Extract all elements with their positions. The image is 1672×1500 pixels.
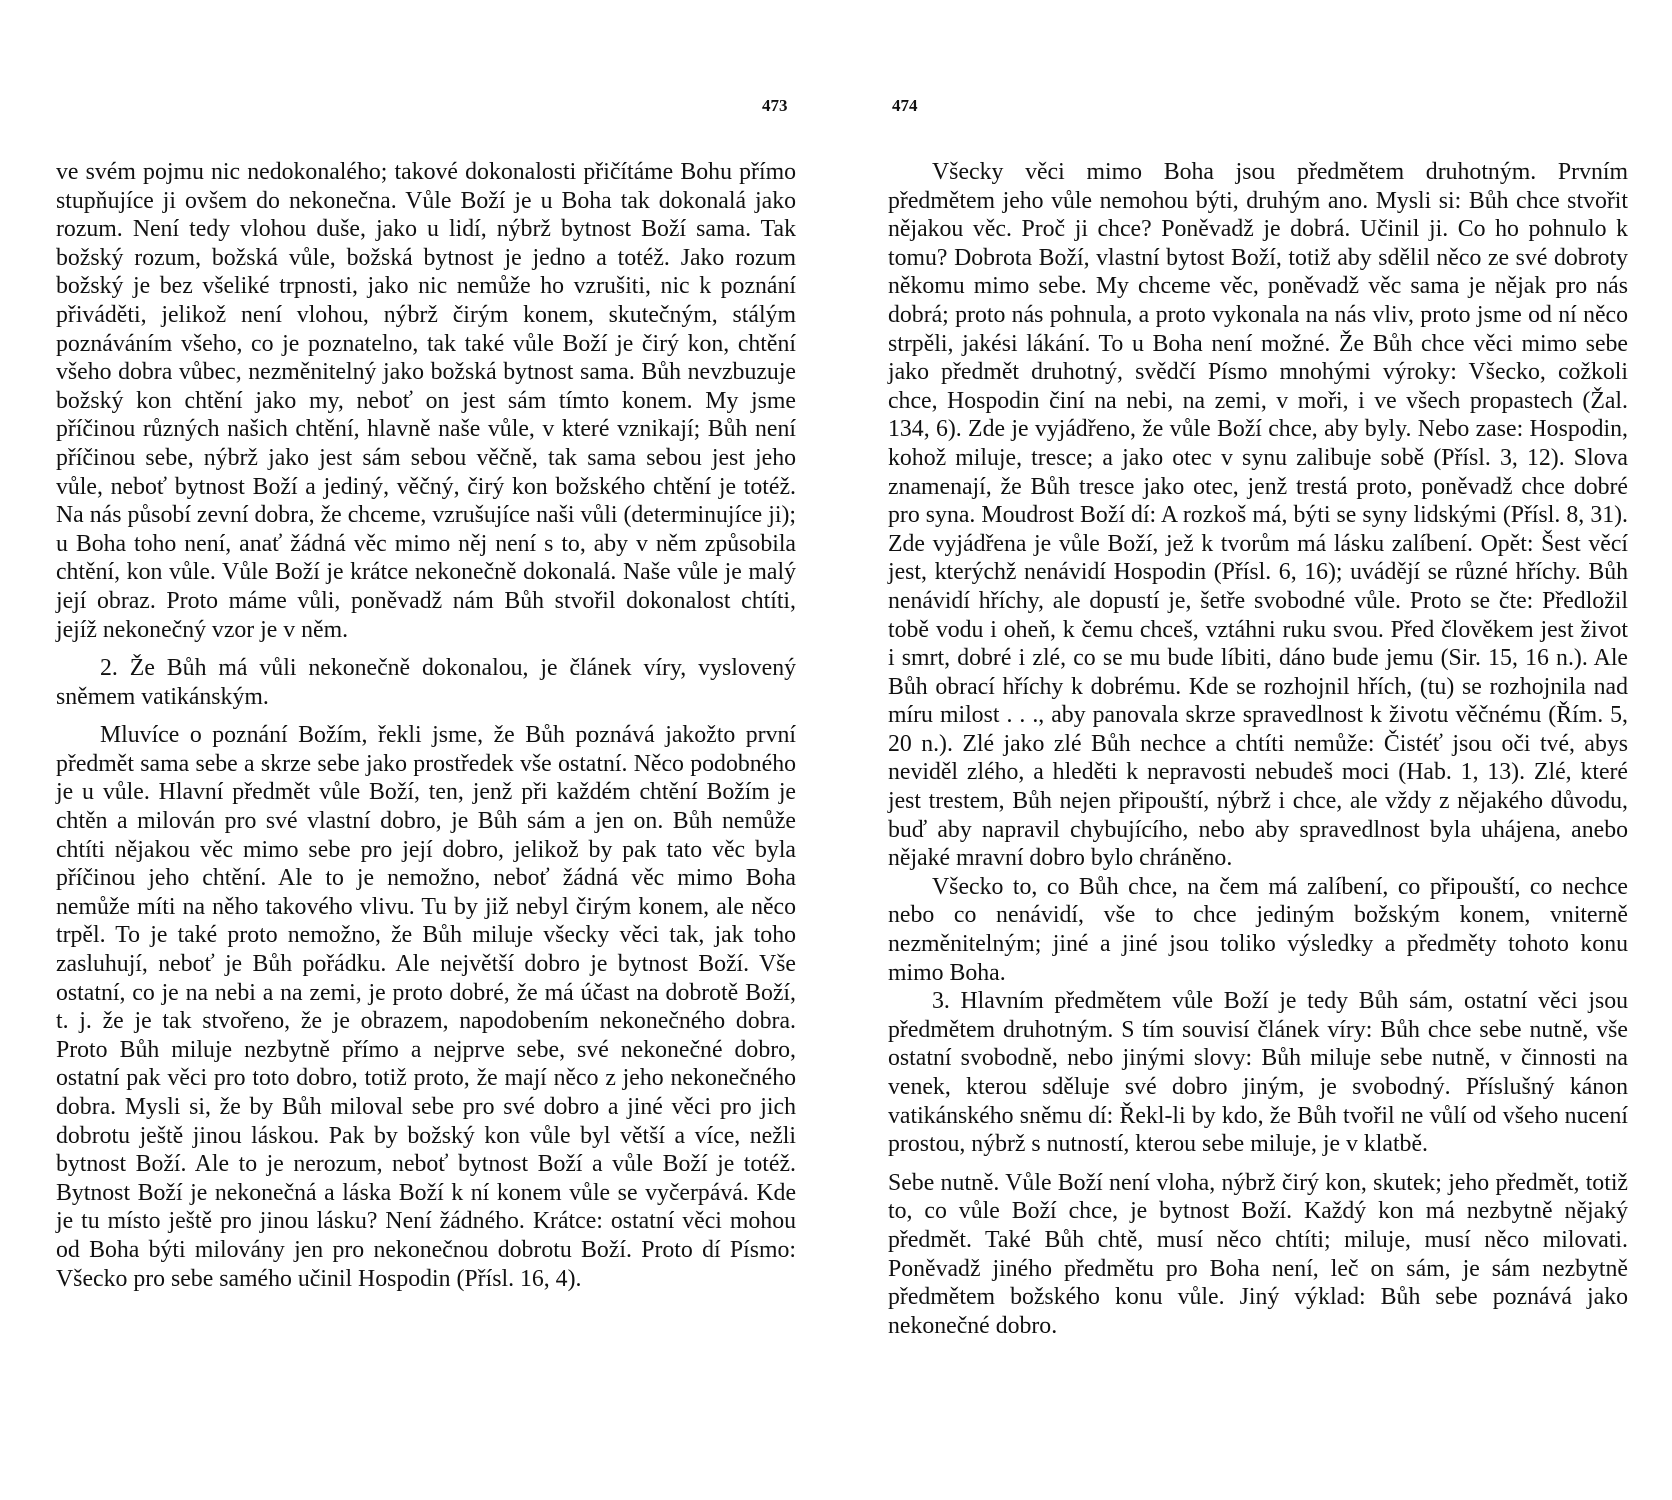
page-number: 474 bbox=[892, 96, 918, 115]
paragraph: ve svém pojmu nic nedokonalého; takové dokonalosti přičítáme Bohu přímo stupňujíce ji ovšem do nekonečna. Vůle Boží je u Boha tak dokonalá jako rozum. Není tedy vlohou duše, jako u lidí, nýbrž bytnost Boží sama. Tak božský rozum, božská vůle, božská bytnost je jedno a totéž. Jako rozum božský je bez všeliké trpnosti, jako nic nemůže ho vzrušiti, nic k poznání přiváděti, jelikož není vlohou, nýbrž čirým konem, skutečným, stálým poznáváním všeho, co je poznatelno, tak také vůle Boží je čirý kon, chtění všeho dobra vůbec, nezměnitelný jako božská bytnost sama. Bůh nevzbuzuje božský kon chtění jako my, neboť on jest sám tímto konem. My jsme příčinou různých našich chtění, hlavně naše vůle, v které vznikají; Bůh není příčinou sebe, nýbrž jako jest sám sebou věčně, tak sama sebou jest jeho vůle, neboť bytnost Boží a jediný, věčný, čirý kon božského chtění je totéž. Na nás působí zevní dobra, že chceme, vzrušujíce naši vůli (determinujíce ji); u Boha toho není, anať žádná věc mimo něj není s to, aby v něm způsobila chtění, kon vůle. Vůle Boží je krátce nekonečně dokonalá. Naše vůle je malý její obraz. Proto máme vůli, poněvadž nám Bůh stvořil dokonalost chtíti, jejíž nekonečný vzor je v něm. bbox=[56, 159, 796, 643]
page-text bbox=[888, 158, 1628, 1340]
paragraph: 2. Že Bůh má vůli nekonečně dokonalou, je článek víry, vyslovený sněmem vatikánským. bbox=[56, 655, 796, 710]
paragraph: Mluvíce o poznání Božím, řekli jsme, že Bůh poznává jakožto první předmět sama sebe a skrze sebe jako prostředek vše ostatní. Něco podobného je u vůle. Hlavní předmět vůle Boží, ten, jenž při každém chtění Božím je chtěn a milován pro své vlastní dobro, je Bůh sám a jen on. Bůh nemůže chtíti nějakou věc mimo sebe pro její dobro, jelikož by pak tato věc byla příčinou jeho chtění. Ale to je nemožno, neboť žádná věc mimo Boha nemůže míti na něho takového vlivu. Tu by již nebyl čirým konem, ale něco trpěl. To je také proto nemožno, že Bůh miluje všecky věci tak, jak toho zasluhují, neboť je Bůh pořádku. Ale největší dobro je bytnost Boží. Vše ostatní, co je na nebi a na zemi, je proto dobré, že má účast na dobrotě Boží, t. j. že je tak stvořeno, že je obrazem, napodobením nekonečného dobra. Proto Bůh miluje nezbytně přímo a nejprve sebe, své nekonečné dobro, ostatní pak věci pro toto dobro, totiž proto, že mají něco z jeho nekonečného dobra. Mysli si, že by Bůh miloval sebe pro své dobro a jiné věci pro jich dobrotu ještě jinou láskou. Pak by božský kon vůle byl větší a více, nežli bytnost Boží. Ale to je nerozum, neboť bytnost Boží a vůle Boží je totéž. Bytnost Boží je nekonečná a láska Boží k ní konem vůle se vyčerpává. Kde je tu místo ještě pro jinou lásku? Není žádného. Krátce: ostatní věci mohou od Boha býti milovány jen pro nekonečnou dobrotu Boží. Proto dí Písmo: Všecko pro sebe samého učinil Hospodin (Přísl. 16, 4). bbox=[56, 722, 796, 1292]
paragraph: Všecky věci mimo Boha jsou předmětem druhotným. Prvním předmětem jeho vůle nemohou býti, druhým ano. Mysli si: Bůh chce stvořit nějakou věc. Proč ji chce? Poněvadž je dobrá. Učinil ji. Co ho pohnulo k tomu? Dobrota Boží, vlastní bytost Boží, totiž aby sdělil něco ze své dobroty někomu mimo sebe. My chceme věc, poněvadž věc sama je nějak pro nás dobrá; proto nás pohnula, a proto vykonala na nás vliv, proto jsme od ní něco strpěli, jakési lákání. To u Boha není možné. Že Bůh chce věci mimo sebe jako předmět druhotný, svědčí Písmo mnohými výroky: Všecko, cožkoli chce, Hospodin činí na nebi, na zemi, v moři, i ve všech propastech (Žal. 134, 6). Zde je vyjádřeno, že vůle Boží chce, aby byly. Nebo zase: Hospodin, kohož miluje, tresce; a jako otec v synu zalibuje sobě (Přísl. 3, 12). Slova znamenají, že Bůh tresce jako otec, jenž trestá proto, poněvadž chce dobré pro syna. Moudrost Boží dí: A rozkoš má, býti se syny lidskými (Přísl. 8, 31). Zde vyjádřena je vůle Boží, jež k tvorům má lásku zalíbení. Opět: Šest věcí jest, kterýchž nenávidí Hospodin (Přísl. 6, 16); uvádějí se různé hříchy. Bůh nenávidí hříchy, ale dopustí je, šetře svobodné vůle. Proto se čte: Předložil tobě vodu i oheň, k čemu chceš, vztáhni ruku svou. Před člověkem jest život i smrt, dobré i zlé, co se mu bude líbiti, dáno bude jemu (Sir. 15, 16 n.). Ale Bůh obrací hříchy k dobrému. Kde se rozhojnil hřích, (tu) se rozhojnila nad míru milost . . ., aby panovala skrze spravedlnost k životu věčnému (Řím. 5, 20 n.). Zlé jako zlé Bůh nechce a chtíti nemůže: Čistéť jsou oči tvé, abys neviděl zlého, a hleděti k nepravosti nebudeš moci (Hab. 1, 13). Zlé, které jest trestem, Bůh nejen připouští, nýbrž i chce, ale vždy z nějakého důvodu, buď aby napravil chybujícího, nebo aby spravedlnost byla uhájena, anebo nějaké mravní dobro bylo chráněno. bbox=[888, 159, 1628, 872]
right-page bbox=[880, 0, 1640, 1500]
paragraph: 3. Hlavním předmětem vůle Boží je tedy Bůh sám, ostatní věci jsou předmětem druhotným. S tím souvisí článek víry: Bůh chce sebe nutně, vše ostatní svobodně, nebo jinými slovy: Bůh miluje sebe nutně, v činnosti na venek, kterou sděluje své dobro jiným, je svobodný. Příslušný kánon vatikánského sněmu dí: Řekl-li by kdo, že Bůh tvořil ne vůlí od všeho nucení prostou, nýbrž s nutností, kterou sebe miluje, je v klatbě. bbox=[888, 988, 1628, 1158]
page-text bbox=[56, 158, 796, 1293]
left-page bbox=[48, 0, 808, 1500]
paragraph: Všecko to, co Bůh chce, na čem má zalíbení, co připouští, co nechce nebo co nenávidí, vše to chce jediným božským konem, vniterně nezměnitelným; jiné a jiné jsou toliko výsledky a předměty tohoto konu mimo Boha. bbox=[888, 873, 1628, 986]
paragraph: Sebe nutně. Vůle Boží není vloha, nýbrž čirý kon, skutek; jeho předmět, totiž to, co vůle Boží chce, je bytnost Boží. Každý kon má nezbytně nějaký předmět. Také Bůh chtě, musí něco chtíti; miluje, musí něco milovati. Poněvadž jiného předmětu pro Boha není, leč on sám, je sám nezbytně předmětem božského konu vůle. Jiný výklad: Bůh sebe poznává jako nekonečné dobro. bbox=[888, 1169, 1628, 1339]
page-number: 473 bbox=[762, 96, 788, 115]
